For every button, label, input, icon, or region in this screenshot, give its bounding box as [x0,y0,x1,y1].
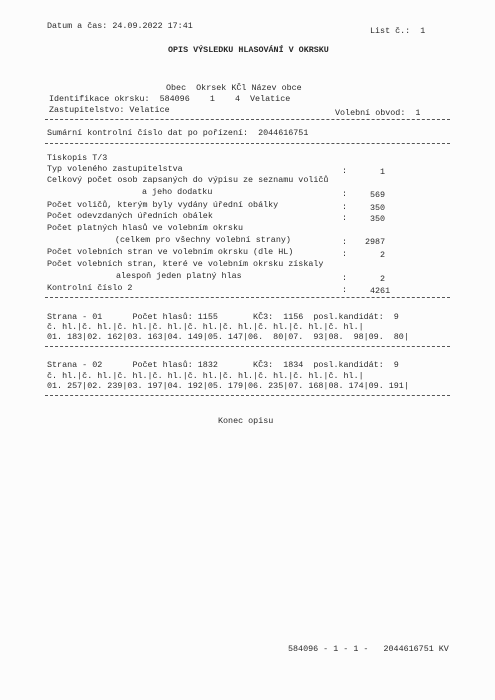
row-value: 350 [370,214,386,224]
party-results: 01. 183|02. 162|03. 163|04. 149|05. 147|06. 80|07. 93|08. 98|09. 80| [47,332,409,342]
separator-line [45,143,450,144]
row-label-continued: alespoň jeden platný hlas [116,271,242,281]
electoral-district: Volební obvod: 1 [335,108,421,118]
row-colon: : [342,166,348,176]
row-value: 2 [380,250,386,260]
row-label-continued: (celkem pro všechny volební strany) [115,235,291,245]
party-columns: č. hl.|č. hl.|č. hl.|č. hl.|č. hl.|č. hl.|č. hl.|č. hl.|č. hl.| [47,322,364,332]
separator-line [45,297,450,298]
row-colon: : [342,273,348,283]
row-colon: : [342,237,348,247]
party-header: Strana - 02 Počet hlasů: 1832 KČ3: 1834 posl.kandidát: 9 [47,360,399,370]
row-colon: : [342,285,348,295]
row-label: Kontrolní číslo 2 [47,283,133,293]
row-value: 2 [380,274,386,284]
district-columns-header: Obec Okrsek KČl Název obce [166,83,302,93]
page-footer-code: 584096 - 1 - 1 - 2044616751 KV [288,644,449,654]
row-value: 2987 [365,237,386,247]
row-label: Počet odevzdaných úředních obálek [47,211,213,221]
sheet-number: List č.: 1 [370,26,426,36]
separator-line [45,119,450,120]
row-value: 350 [370,203,386,213]
row-label: Typ voleného zastupitelstva [47,164,183,174]
party-header: Strana - 01 Počet hlasů: 1155 KČ3: 1156 posl.kandidát: 9 [47,312,399,322]
party-columns: č. hl.|č. hl.|č. hl.|č. hl.|č. hl.|č. hl.|č. hl.|č. hl.|č. hl.| [47,371,364,381]
row-label: Počet volebních stran, které ve volebním okrsku získaly [47,259,324,269]
row-label: Počet volebních stran ve volebním okrsku (dle HL) [47,247,294,257]
row-label: Počet platných hlasů ve volebním okrsku [47,223,244,233]
row-label-continued: a jeho dodatku [142,187,213,197]
form-code: Tiskopis T/3 [47,153,108,163]
row-colon: : [342,202,348,212]
separator-line [45,395,450,396]
row-colon: : [342,249,348,259]
row-value: 569 [370,190,386,200]
document-title: OPIS VÝSLEDKU HLASOVÁNÍ V OKRSKU [168,45,329,55]
separator-line [45,346,450,347]
row-colon: : [342,189,348,199]
row-colon: : [342,213,348,223]
district-id-row: Identifikace okrsku: 584096 1 4 Velatice [49,94,291,104]
row-value: 1 [380,167,386,177]
row-value: 4261 [370,286,391,296]
row-label: Celkový počet osob zapsaných do výpisu ze seznamu voličů [47,175,329,185]
checksum-after-acquisition: Sumární kontrolní číslo dat po pořízení: 2044616751 [47,128,309,138]
council-name: Zastupitelstvo: Velatice [49,105,170,115]
end-of-transcript: Konec opisu [218,416,274,426]
datetime: Datum a čas: 24.09.2022 17:41 [47,21,193,31]
party-results: 01. 257|02. 239|03. 197|04. 192|05. 179|06. 235|07. 168|08. 174|09. 191| [47,381,409,391]
row-label: Počet voličů, kterým byly vydány úřední obálky [47,200,279,210]
